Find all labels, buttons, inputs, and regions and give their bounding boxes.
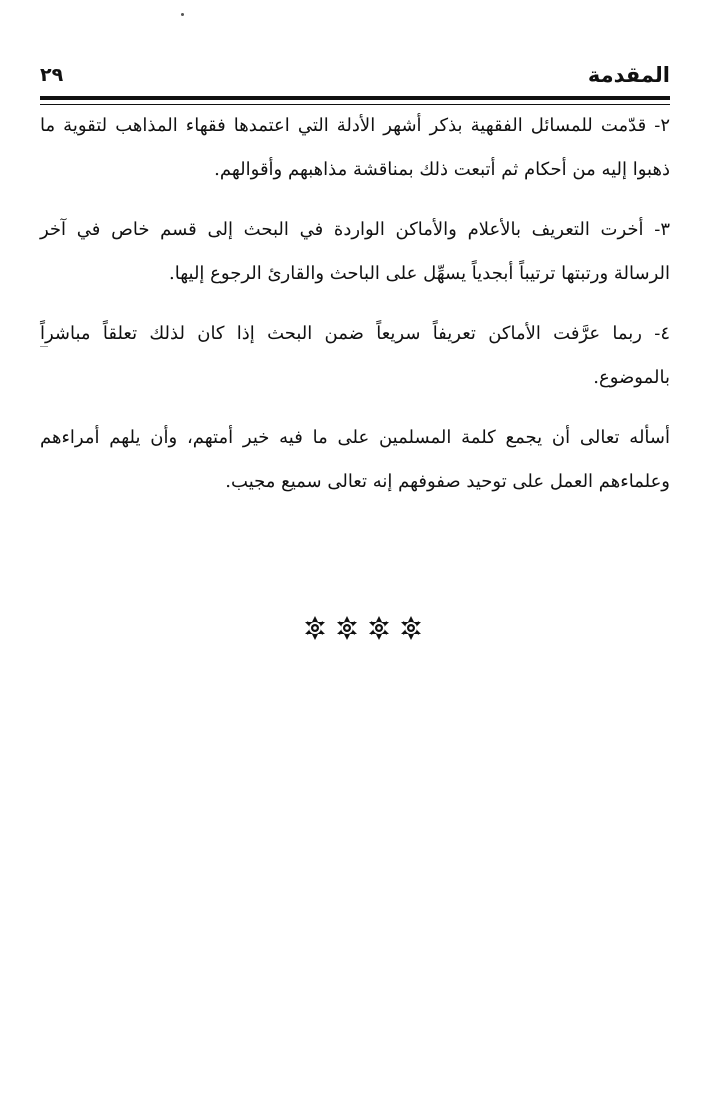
scan-speck [181, 13, 184, 16]
page-body [40, 104, 670, 504]
ornament-star-icon [302, 615, 328, 641]
paragraph-item-4: ٤- ربما عرَّفت الأماكن تعريفاً سريعاً ضمن البحث إذا كان لذلك تعلقاً مباشراً بالموضوع. [40, 323, 670, 388]
ornament-star-icon [398, 615, 424, 641]
paragraph-item-2: ٢- قدّمت للمسائل الفقهية بذكر أشهر الأدلة التي اعتمدها فقهاء المذاهب لتقوية ما ذهبوا إليه من أحكام ثم أتبعت ذلك بمناقشة مذاهبهم وأقوالهم. [40, 115, 670, 180]
chapter-title: المقدمة [587, 63, 670, 87]
running-header [40, 60, 670, 90]
closing-paragraph: أسأله تعالى أن يجمع كلمة المسلمين على ما فيه خير أمتهم، وأن يلهم أمراءهم وعلماءهم العمل على توحيد صفوفهم إنه تعالى سميع مجيب. [40, 427, 670, 492]
paragraph-item-3: ٣- أخرت التعريف بالأعلام والأماكن الواردة في البحث إلى قسم خاص في آخر الرسالة ورتبتها ترتيباً أبجدياً يسهِّل على الباحث والقارئ الرجوع إليها. [40, 219, 670, 284]
ornament-star-icon [366, 615, 392, 641]
page-number: ٢٩ [40, 64, 64, 86]
header-rule-thick [40, 96, 670, 100]
ornament-star-icon [334, 615, 360, 641]
section-end-ornaments [302, 614, 424, 642]
